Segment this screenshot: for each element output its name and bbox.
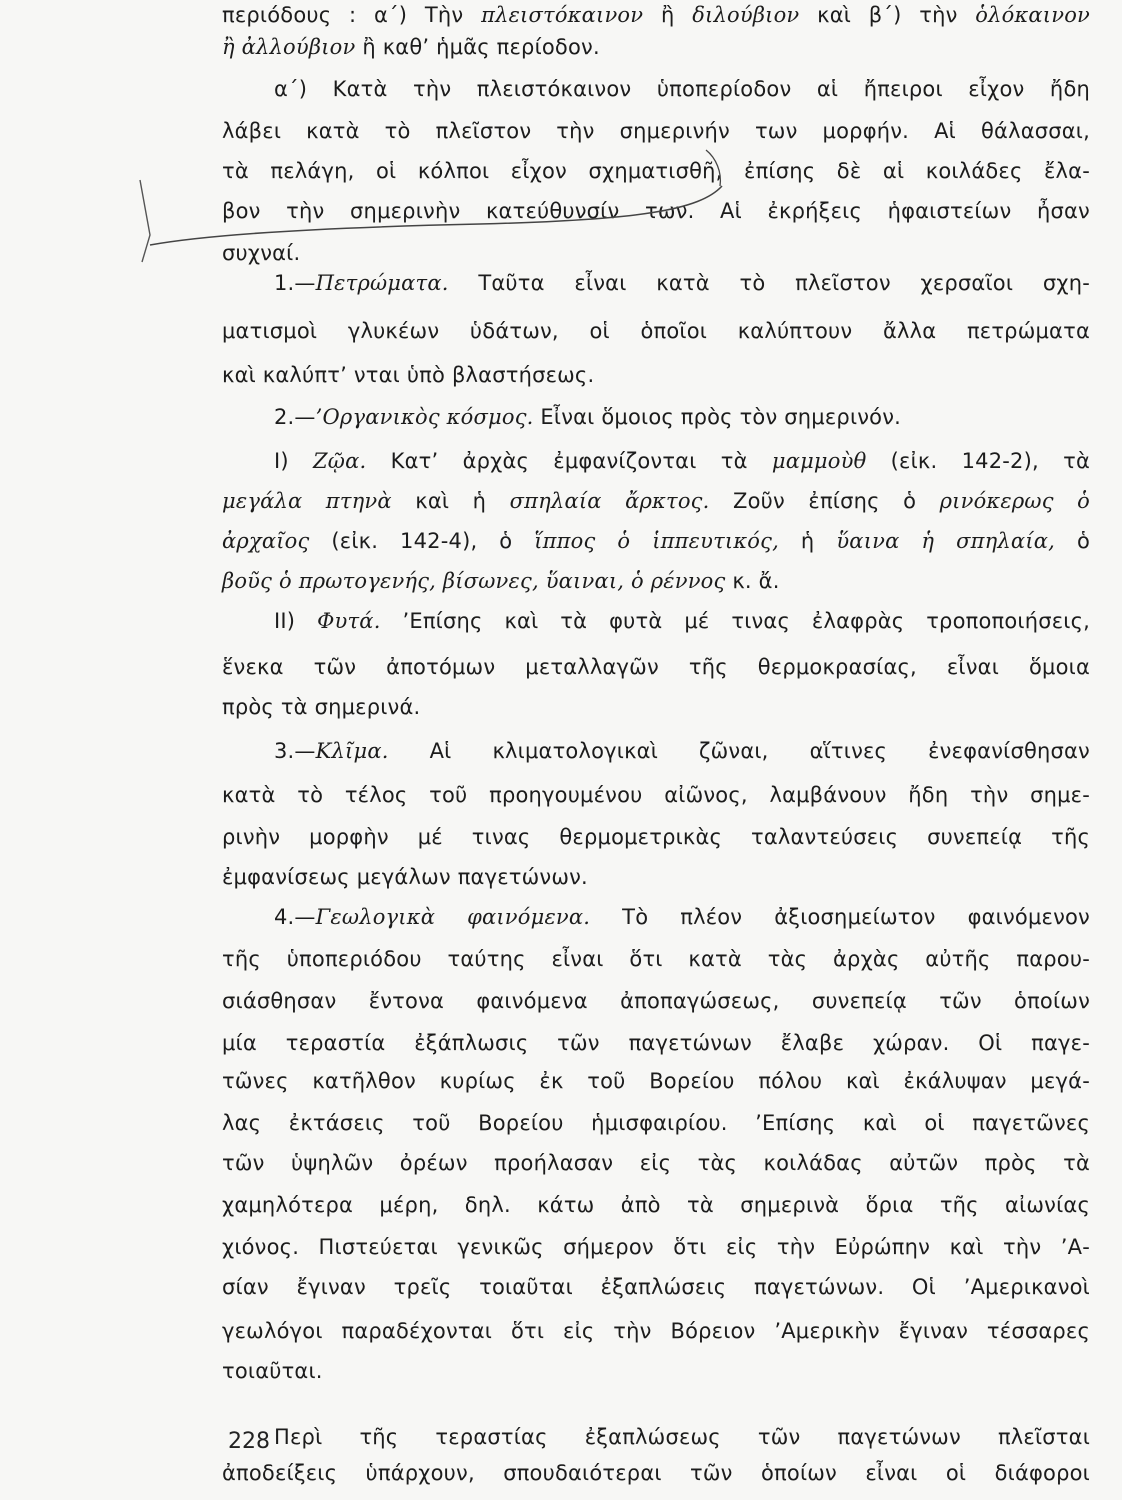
text-line (274, 446, 1090, 476)
text-segment: Πετρώματα. (315, 271, 449, 295)
text-segment: τῆς ὑποπεριόδου ταύτης εἶναι ὅτι κατὰ τὰς ἀρχὰς αὐτῆς παρου- (222, 947, 1090, 971)
text-segment: ἢ καθ’ ἡμᾶς περίοδον. (355, 35, 600, 59)
text-segment: ὁλόκαινον (975, 3, 1091, 27)
text-line (222, 486, 1090, 516)
text-line (222, 1458, 1090, 1488)
text-line (222, 0, 1090, 30)
text-segment: ἀποδείξεις ὑπάρχουν, σπουδαιότεραι τῶν ὁποίων εἶναι οἱ διάφοροι (222, 1461, 1090, 1485)
text-line (222, 196, 1090, 226)
text-segment: τὰ πελάγη, οἱ κόλποι εἶχον σχηματισθῆ, ἐπίσης δὲ αἱ κοιλάδες ἔλα- (222, 159, 1090, 183)
text-line (222, 692, 1090, 722)
text-segment: σιάσθησαν ἔντονα φαινόμενα ἀποπαγώσεως, συνεπείᾳ τῶν ὁποίων (222, 989, 1090, 1013)
text-line (222, 780, 1090, 810)
text-segment: Κλῖμα. (315, 739, 389, 763)
text-segment: Ζοῦν ἐπίσης ὁ (709, 489, 940, 513)
text-line (222, 1272, 1090, 1302)
text-line (222, 1108, 1090, 1138)
text-segment: καὶ καλύπτ’ νται ὑπὸ βλαστήσεως. (222, 363, 595, 387)
text-segment: μεγάλα πτηνὰ (222, 489, 392, 513)
text-segment: καὶ β΄) τὴν (799, 3, 976, 27)
text-line (222, 526, 1090, 556)
text-line (274, 902, 1090, 932)
text-segment: Γεωλογικὰ φαινόμενα. (315, 905, 591, 929)
text-line (274, 268, 1090, 298)
text-segment: μαμμοὺθ (771, 449, 867, 473)
text-segment: ἐμφανίσεως μεγάλων παγετώνων. (222, 865, 588, 889)
text-segment: βον τὴν σημερινὴν κατεύθυνσίν των. Αἱ ἐκρήξεις ἡφαιστείων ἦσαν (222, 199, 1090, 223)
text-segment: II) (274, 609, 318, 633)
page-number: 228 (228, 1429, 270, 1454)
text-line (222, 862, 1090, 892)
text-segment: ’Οργανικὸς κόσμος. (315, 405, 534, 429)
text-segment: ἵππος ὁ ἱππευτικός, (534, 529, 779, 553)
text-segment: (εἰκ. 142-2), τὰ (866, 449, 1090, 473)
text-segment: συχναί. (222, 241, 301, 265)
text-segment: Εἶναι ὅμοιος πρὸς τὸν σημερινόν. (533, 405, 902, 429)
text-segment: α΄) Κατὰ τὴν πλειστόκαινον ὑποπερίοδον αἱ ἤπειροι εἶχον ἤδη (274, 77, 1090, 101)
text-segment: πρὸς τὰ σημερινά. (222, 695, 421, 719)
text-line (222, 360, 1090, 390)
text-segment: ἢ (643, 3, 693, 27)
text-line (222, 822, 1090, 852)
text-segment: Ταῦτα εἶναι κατὰ τὸ πλεῖστον χερσαῖοι σχη- (448, 271, 1090, 295)
text-segment: κατὰ τὸ τέλος τοῦ προηγουμένου αἰῶνος, λαμβάνουν ἤδη τὴν σημε- (222, 783, 1090, 807)
pencil-bracket-line (140, 180, 150, 262)
text-segment: κ. ἄ. (725, 569, 780, 593)
text-segment: ἢ ἀλλούβιον (222, 35, 356, 59)
text-line (222, 238, 1090, 268)
text-segment: (εἰκ. 142-4), ὁ (309, 529, 535, 553)
text-line (274, 606, 1090, 636)
text-segment: ἕνεκα τῶν ἀποτόμων μεταλλαγῶν τῆς θερμοκρασίας, εἶναι ὅμοια (222, 655, 1090, 679)
text-line (222, 986, 1090, 1016)
text-segment: μία τεραστία ἐξάπλωσις τῶν παγετώνων ἔλαβε χώραν. Οἱ παγε- (222, 1031, 1090, 1055)
text-segment: διλούβιον (692, 3, 800, 27)
text-segment: Αἱ κλιματολογικαὶ ζῶναι, αἵτινες ἐνεφανίσθησαν (388, 739, 1090, 763)
text-line (222, 1316, 1090, 1346)
text-segment: 3.— (274, 739, 316, 763)
text-segment: χαμηλότερα μέρη, δηλ. κάτω ἀπὸ τὰ σημερινὰ ὅρια τῆς αἰωνίας (222, 1193, 1090, 1217)
text-segment: τοιαῦται. (222, 1359, 323, 1383)
text-line (222, 116, 1090, 146)
text-segment: χιόνος. Πιστεύεται γενικῶς σήμερον ὅτι εἰς τὴν Εὐρώπην καὶ τὴν ’Α- (222, 1235, 1090, 1259)
text-line (222, 652, 1090, 682)
text-segment: τῶνες κατῆλθον κυρίως ἐκ τοῦ Βορείου πόλου καὶ ἐκάλυψαν μεγά- (222, 1069, 1090, 1093)
text-segment: Φυτά. (317, 609, 381, 633)
text-line (274, 736, 1090, 766)
text-segment: γεωλόγοι παραδέχονται ὅτι εἰς τὴν Βόρειον ’Αμερικὴν ἔγιναν τέσσαρες (222, 1319, 1090, 1343)
text-segment: ρινόκερως ὁ (939, 489, 1091, 513)
text-segment: ρινὴν μορφὴν μέ τινας θερμομετρικὰς ταλαντεύσεις συνεπείᾳ τῆς (222, 825, 1090, 849)
text-segment: σπηλαία ἄρκτος. (509, 489, 710, 513)
text-segment: Ζῷα. (313, 449, 367, 473)
text-segment: πλειστόκαινον (481, 3, 644, 27)
text-segment: ἀρχαῖος (222, 529, 310, 553)
text-segment: τῶν ὑψηλῶν ὀρέων προήλασαν εἰς τὰς κοιλάδας αὐτῶν πρὸς τὰ (222, 1151, 1090, 1175)
text-segment: περιόδους : α΄) Τὴν (222, 3, 482, 27)
text-segment: σίαν ἔγιναν τρεῖς τοιαῦται ἐξαπλώσεις παγετώνων. Οἱ ’Αμερικανοὶ (222, 1275, 1090, 1299)
text-line (222, 1232, 1090, 1262)
text-line (222, 32, 1090, 62)
text-segment: Τὸ πλέον ἀξιοσημείωτον φαινόμενον (590, 905, 1090, 929)
text-line (222, 566, 1090, 596)
text-line (222, 944, 1090, 974)
text-segment: λας ἐκτάσεις τοῦ Βορείου ἡμισφαιρίου. ’Επίσης καὶ οἱ παγετῶνες (222, 1111, 1090, 1135)
text-line (222, 1148, 1090, 1178)
page-body (222, 3, 1091, 1485)
text-segment: ὁ (1055, 529, 1090, 553)
text-line (222, 1028, 1090, 1058)
text-line (274, 402, 1090, 432)
text-segment: ὕαινα ἡ σπηλαία, (836, 529, 1056, 553)
text-segment: I) (274, 449, 314, 473)
text-line (222, 316, 1090, 346)
text-segment: 2.— (274, 405, 316, 429)
text-segment: ’Επίσης καὶ τὰ φυτὰ μέ τινας ἐλαφρὰς τροποποιήσεις, (380, 609, 1090, 633)
text-segment: ματισμοὶ γλυκέων ὑδάτων, οἱ ὁποῖοι καλύπτουν ἄλλα πετρώματα (222, 319, 1090, 343)
text-line (222, 1190, 1090, 1220)
text-segment: Κατ’ ἀρχὰς ἐμφανίζονται τὰ (366, 449, 772, 473)
text-segment: βοῦς ὁ πρωτογενής, βίσωνες, ὕαιναι, ὁ ρέννος (222, 569, 726, 593)
text-segment: καὶ ἡ (391, 489, 510, 513)
text-segment: 4.— (274, 905, 316, 929)
text-line (274, 1422, 1090, 1452)
text-segment: Περὶ τῆς τεραστίας ἐξαπλώσεως τῶν παγετώνων πλεῖσται (274, 1425, 1090, 1449)
text-line (274, 74, 1090, 104)
text-line (222, 1356, 1090, 1386)
text-segment: λάβει κατὰ τὸ πλεῖστον τὴν σημερινήν των μορφήν. Αἱ θάλασσαι, (222, 119, 1090, 143)
text-segment: 1.— (274, 271, 316, 295)
text-line (222, 156, 1090, 186)
text-segment: ἡ (778, 529, 837, 553)
text-line (222, 1066, 1090, 1096)
